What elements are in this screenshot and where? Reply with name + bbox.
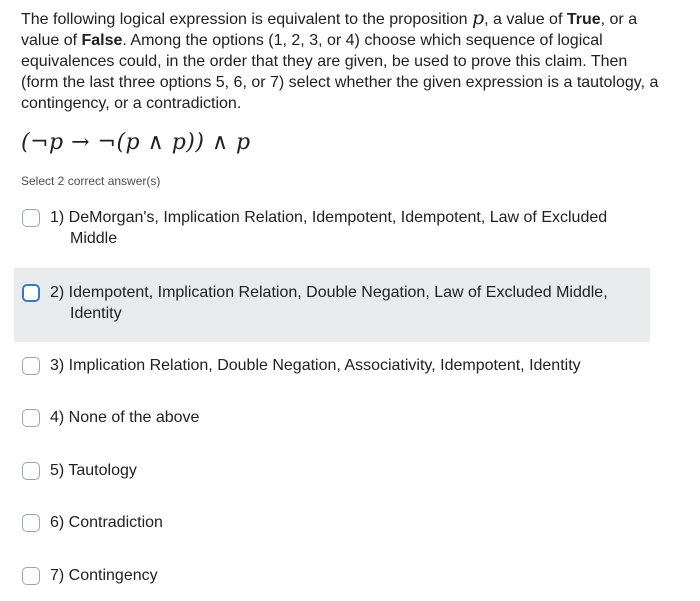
option-7-label [50, 565, 640, 586]
checkbox-option-4[interactable] [22, 409, 40, 427]
question-part-1: The following logical expression is equivalent to the proposition [21, 11, 472, 28]
option-2-label [50, 282, 640, 324]
checkbox-option-5[interactable] [22, 462, 40, 480]
question-part-4: . Among the options (1, 2, 3, or 4) choose which sequence of logical equivalences could, in the order that they are given, be used to prove this claim. Then (form the last three options 5, 6, or 7) select whether the given expression is a tautology, a contingency, or a contradiction. [21, 32, 659, 112]
option-2-line-1: 2) Idempotent, Implication Relation, Double Negation, Law of Excluded Middle, [50, 284, 608, 301]
option-6-line-1: 6) Contradiction [50, 514, 163, 531]
option-7-line-1: 7) Contingency [50, 567, 158, 584]
answer-option-5[interactable] [0, 458, 650, 486]
option-3-label [50, 355, 640, 376]
option-6-label [50, 512, 640, 533]
answer-option-7[interactable] [0, 563, 650, 591]
option-1-line-2: Middle [70, 230, 118, 247]
answer-option-6[interactable] [0, 510, 650, 538]
option-1-line-1: 1) DeMorgan's, Implication Relation, Idempotent, Idempotent, Law of Excluded [50, 209, 608, 226]
false-keyword: False [81, 32, 123, 49]
answer-option-4[interactable] [0, 405, 650, 433]
checkbox-option-2[interactable] [22, 284, 40, 302]
option-2-line-2: Identity [70, 305, 122, 322]
answer-option-1[interactable] [0, 205, 650, 255]
proposition-variable: p [471, 7, 485, 29]
option-4-label [50, 407, 640, 428]
answer-option-3[interactable] [0, 353, 650, 381]
checkbox-option-1[interactable] [22, 209, 40, 227]
option-5-label [50, 460, 640, 481]
option-4-line-1: 4) None of the above [50, 409, 200, 426]
true-keyword: True [566, 11, 601, 28]
option-1-label [50, 207, 640, 249]
answer-instruction: Select 2 correct answer(s) [21, 174, 161, 188]
checkbox-option-3[interactable] [22, 357, 40, 375]
question-text [21, 8, 661, 114]
checkbox-option-7[interactable] [22, 567, 40, 585]
question-part-3: , or a value of [21, 11, 638, 49]
answer-option-2[interactable] [14, 268, 650, 342]
checkbox-option-6[interactable] [22, 514, 40, 532]
option-3-line-1: 3) Implication Relation, Double Negation, Associativity, Idempotent, Identity [50, 357, 581, 374]
logical-expression: (¬p → ¬(p ∧ p)) ∧ p [21, 130, 251, 155]
option-5-line-1: 5) Tautology [50, 462, 137, 479]
question-part-2: , a value of [484, 11, 567, 28]
